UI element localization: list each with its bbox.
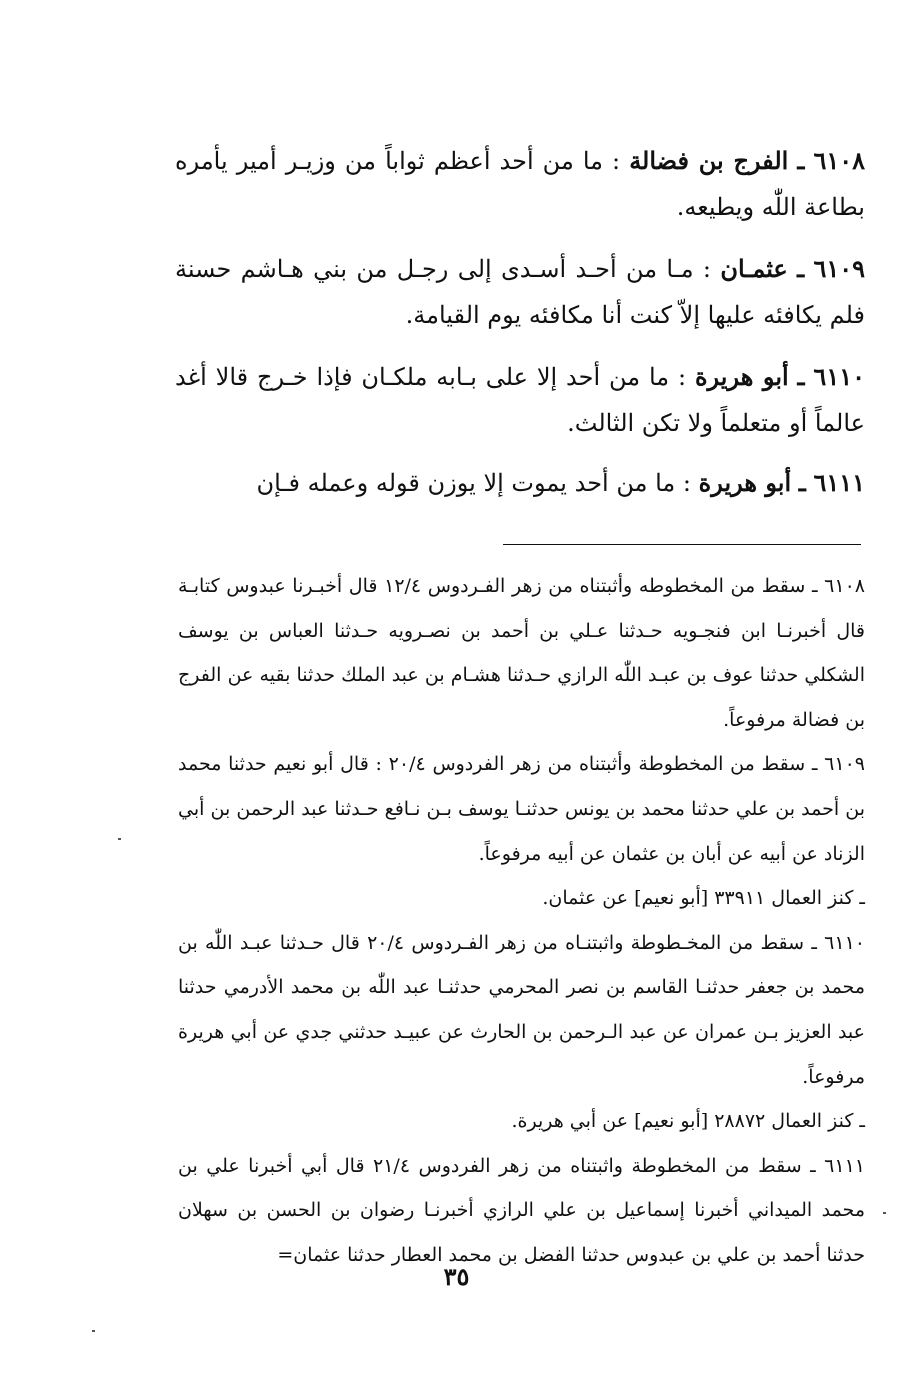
narrator-name: أبو هريرة	[698, 468, 792, 497]
scan-speck	[118, 838, 121, 840]
scan-speck	[883, 1212, 886, 1214]
entry-dash: ـ	[798, 468, 806, 497]
entry-text: : ما من أحد أعظم ثواباً من وزيـر أمير يأمره بطاعة اللّٰه ويطيعه.	[175, 147, 865, 221]
footnote-6108: ٦١٠٨ ـ سقط من المخطوطه وأثبتناه من زهر الفـردوس ١٢/٤ قال أخبـرنا عبدوس كتابـة قال أخبرنـا ابن فنجـويه حـدثنا عـلي بن أحمد بن نصـرويه حـدثنا العباس بن يوسف الشكلي حدثنا عوف بن عبـد اللّٰه الرازي حـدثنا هشـام بن عبد الملك حدثنا بقيه عن الفرج بن فضالة مرفوعاً.	[178, 575, 865, 731]
scan-speck	[92, 1330, 95, 1332]
footnote-reference: ـ كنز العمال ٢٨٨٧٢ [أبو نعيم] عن أبي هريرة.	[511, 1110, 865, 1133]
hadith-entry-6109	[175, 246, 865, 338]
entry-dash: ـ	[797, 254, 805, 283]
footnote-6110: ٦١١٠ ـ سقط من المخـطوطة واثبتنـاه من زهر الفـردوس ٢٠/٤ قال حـدثنا عبـد اللّٰه بن محمد بن جعفر حدثنـا القاسم بن نصر المحرمي حدثنـا عبد اللّٰه بن محمد الأدرمي حدثنا عبد العزيز بـن عمران عن عبد الـرحمن بن الحارث عن عبيـد حدثني جدي عن أبي هريرة مرفوعاً.	[178, 931, 865, 1088]
hadith-entry-6111	[175, 460, 865, 506]
entry-text: : ما من أحد يموت إلا يوزن قوله وعمله فـإن	[256, 469, 691, 497]
page-number: ٣٥	[443, 1262, 470, 1291]
narrator-name: عثمـان	[720, 254, 788, 283]
entry-dash: ـ	[797, 146, 805, 175]
entry-text: : ما من أحد إلا على بـابه ملكـان فإذا خـرج قالا أغد عالماً أو متعلماً ولا تكن الثالث.	[175, 363, 865, 437]
footnotes-section	[178, 564, 865, 1278]
narrator-name: أبو هريرة	[694, 362, 789, 391]
entry-number: ٦١٠٨	[813, 146, 865, 175]
footnote-6111: ٦١١١ ـ سقط من المخطوطة واثبتناه من زهر الفردوس ٢١/٤ قال أبي أخبرنا علي بن محمد الميداني أخبرنا إسماعيل بن علي الرازي أخبرنـا رضوان بن الحسن بن سهلان حدثنا أحمد بن علي بن عبدوس حدثنا الفضل بن محمد العطار حدثنا عثمان=	[178, 1154, 865, 1266]
narrator-name: الفرج بن فضالة	[629, 146, 789, 175]
entry-number: ٦١٠٩	[813, 254, 865, 283]
footnote-separator	[503, 544, 861, 545]
hadith-entry-6108	[175, 138, 865, 230]
footnote-6109: ٦١٠٩ ـ سقط من المخطوطة وأثبتناه من زهر الفردوس ٢٠/٤ : قال أبو نعيم حدثنا محمد بن أحمد بن علي حدثنا محمد بن يونس حدثنـا يوسف بـن نـافع حـدثنا عبد الرحمن بن أبي الزناد عن أبيه عن أبان بن عثمان عن أبيه مرفوعاً.	[178, 753, 865, 865]
entry-number: ٦١١٠	[813, 362, 865, 391]
entry-number: ٦١١١	[813, 468, 865, 497]
footnote-reference: ـ كنز العمال ٣٣٩١١ [أبو نعيم] عن عثمان.	[542, 887, 865, 910]
hadith-entry-6110	[175, 354, 865, 446]
entry-text: : مـا من أحـد أسـدى إلى رجـل من بني هـاشم حسنة فلم يكافئه عليها إلاّ كنت أنا مكافئه يوم القيامة.	[175, 255, 865, 329]
entry-dash: ـ	[797, 362, 805, 391]
